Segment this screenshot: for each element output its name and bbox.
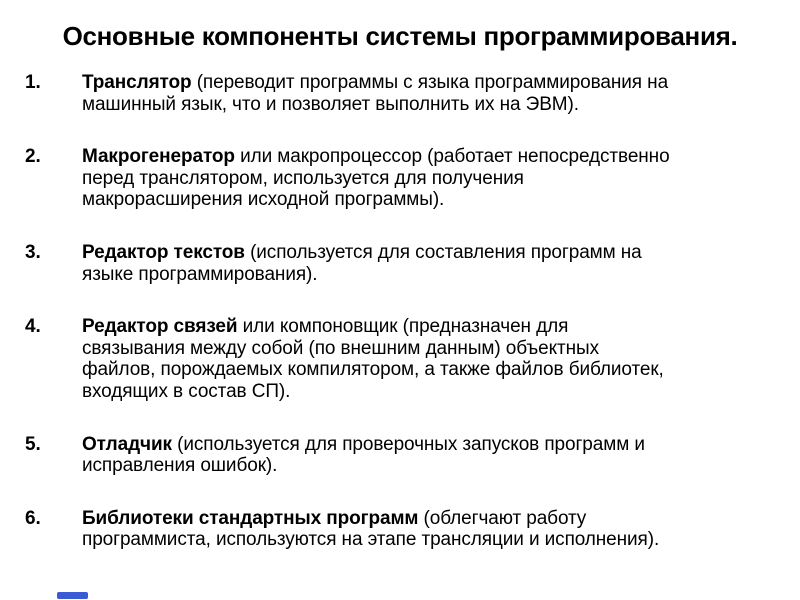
item-line: или компоновщик (предназначен для [237, 316, 569, 338]
item-line: исправления ошибок). [82, 455, 278, 477]
list-item [0, 146, 800, 211]
list-item [0, 508, 800, 551]
item-number: 5. [25, 433, 41, 455]
item-line: связывания между собой (по внешним данным) объектных [82, 337, 599, 359]
item-number: 2. [25, 146, 41, 168]
item-line: или макропроцессор (работает непосредственно [234, 146, 670, 168]
item-line: перед транслятором, используется для получения [82, 167, 524, 189]
item-number: 4. [25, 316, 41, 338]
item-line: (переводит программы с языка программирования на [191, 72, 669, 94]
item-term: Библиотеки стандартных программ [82, 507, 419, 529]
list-item [0, 316, 800, 402]
item-line: файлов, порождаемых компилятором, а также файлов библиотек, [82, 359, 664, 381]
item-text [82, 72, 668, 115]
item-line: языке программирования). [82, 263, 318, 285]
component-list [0, 72, 800, 551]
item-line: макрорасширения исходной программы). [82, 189, 445, 211]
item-number: 6. [25, 507, 41, 529]
item-term: Отладчик [82, 433, 172, 455]
item-number: 1. [25, 72, 41, 94]
item-line: программиста, используются на этапе трансляции и исполнения). [82, 529, 660, 551]
item-text [82, 146, 670, 211]
list-item [0, 242, 800, 285]
page-title: Основные компоненты системы программирования. [62, 21, 738, 51]
item-line: (используется для проверочных запусков программ и [171, 433, 645, 455]
item-text [82, 434, 645, 477]
item-term: Редактор связей [82, 316, 238, 338]
item-term: Транслятор [82, 72, 192, 94]
list-item [0, 434, 800, 477]
item-line: входящих в состав СП). [82, 381, 291, 403]
item-line: (используется для составления программ на [244, 242, 642, 264]
item-text [82, 508, 659, 551]
item-text [82, 242, 642, 285]
list-item [0, 72, 800, 115]
item-line: (облегчают работу [418, 507, 587, 529]
item-line: машинный язык, что и позволяет выполнить их на ЭВМ). [82, 93, 579, 115]
item-text [82, 316, 664, 402]
bottom-left-marker [57, 592, 88, 599]
item-number: 3. [25, 242, 41, 264]
item-term: Редактор текстов [82, 242, 245, 264]
item-term: Макрогенератор [82, 146, 235, 168]
